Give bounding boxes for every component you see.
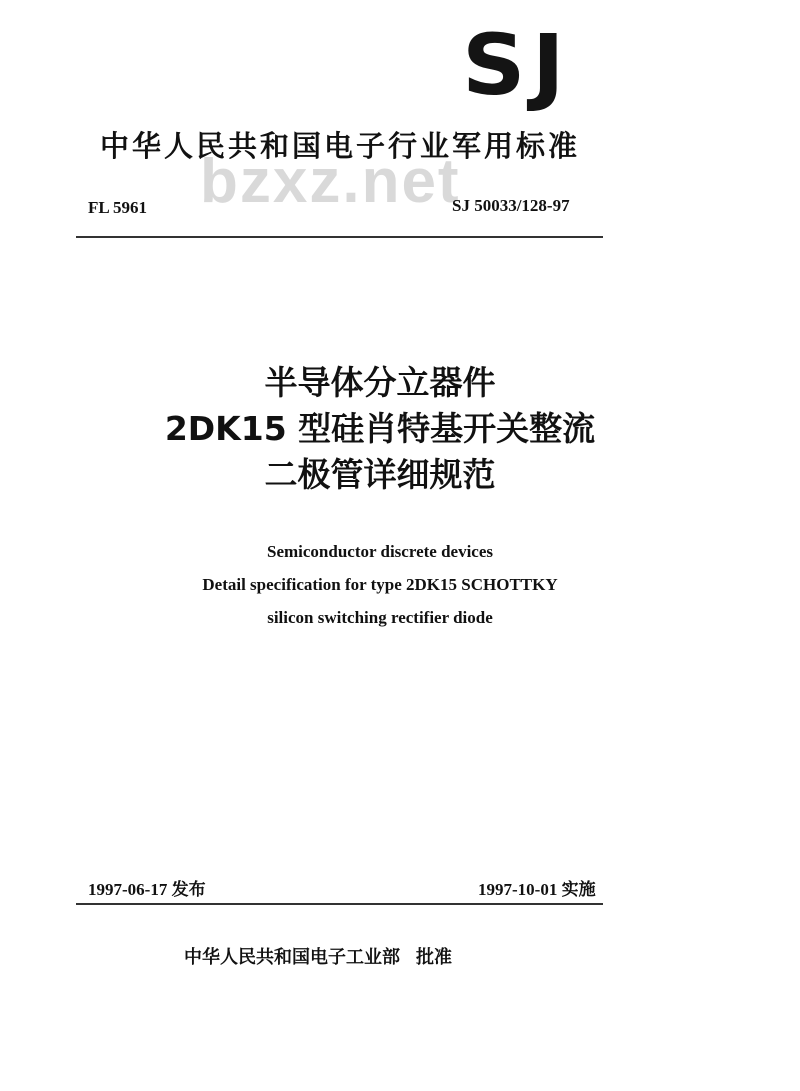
header-divider	[76, 236, 603, 238]
standard-number: SJ 50033/128-97	[452, 196, 570, 215]
footer-divider	[76, 903, 603, 905]
chinese-title-line-1: 半导体分立器件	[264, 363, 496, 402]
english-title-line-2: Detail specification for type 2DK15 SCHOTTKY	[202, 575, 558, 594]
effective-date: 1997-10-01 实施	[478, 880, 596, 899]
english-title-line-1: Semiconductor discrete devices	[267, 542, 493, 561]
approval-line	[184, 946, 452, 970]
issue-date: 1997-06-17 发布	[88, 880, 206, 899]
chinese-title-line-2: 2DK15 型硅肖特基开关整流	[164, 409, 596, 448]
sj-logo: SJ	[462, 16, 571, 114]
chinese-title	[60, 360, 700, 498]
approving-organization: 中华人民共和国电子工业部	[184, 947, 400, 968]
english-title	[60, 535, 700, 634]
watermark: bzxz.net	[200, 147, 461, 216]
approval-action: 批准	[416, 947, 452, 968]
english-title-line-3: silicon switching rectifier diode	[267, 608, 493, 627]
classification-code: FL 5961	[88, 198, 148, 217]
standard-category-title: 中华人民共和国电子行业军用标准	[100, 129, 581, 163]
chinese-title-line-3: 二极管详细规范	[264, 455, 496, 494]
